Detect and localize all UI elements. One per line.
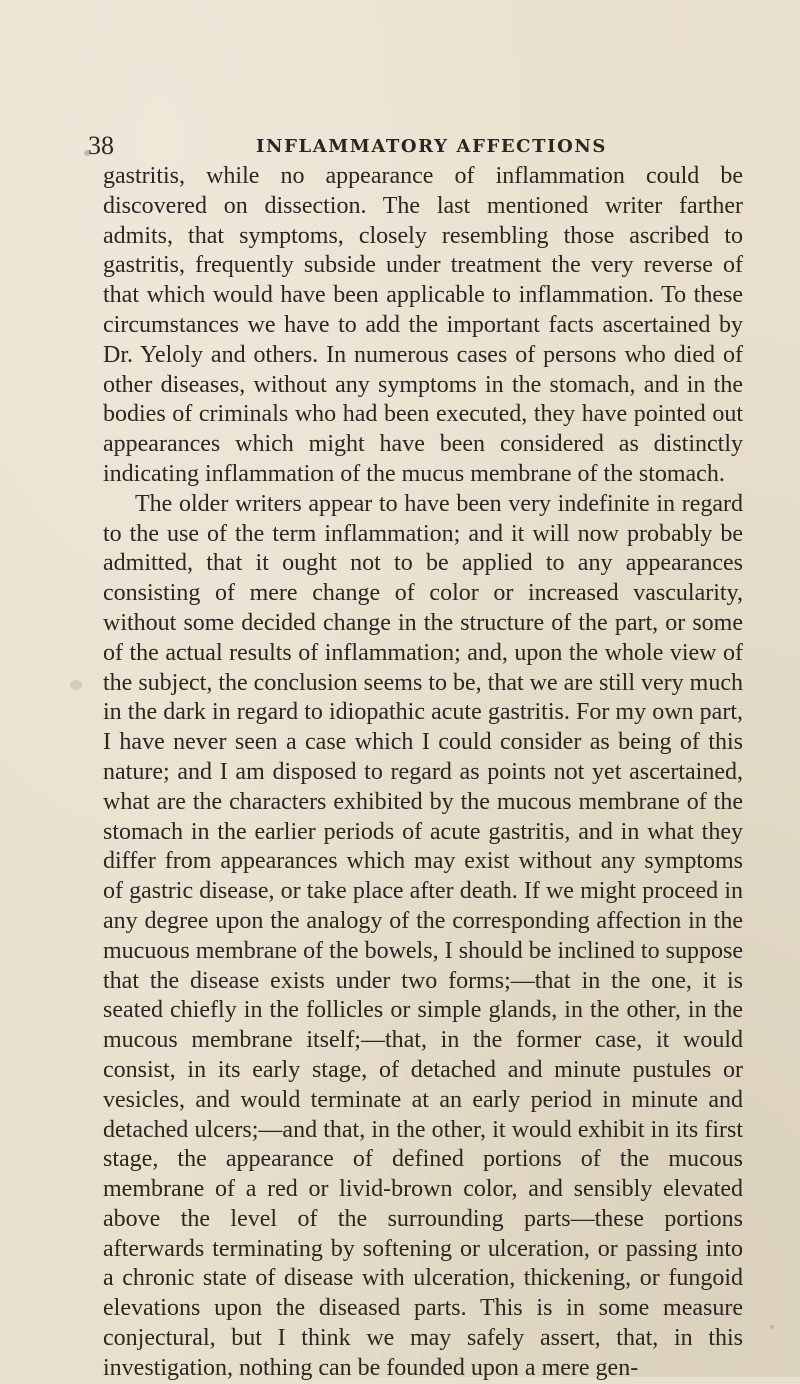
running-head: INFLAMMATORY AFFECTIONS (256, 136, 608, 157)
body-text (103, 162, 743, 1384)
paragraph: The older writers appear to have been very indefinite in regard to the use of the term inflammation; and it will now probably be admitted, that it ought not to be applied to any appearances consisting of mere change of color or increased vascularity, without some decided change in the structure of the part, or some of the actual results of inflammation; and, upon the whole view of the subject, the conclusion seems to be, that we are still very much in the dark in regard to idiopathic acute gastritis. For my own part, I have never seen a case which I could consider as being of this nature; and I am disposed to regard as points not yet ascertained, what are the characters exhibited by the mucous membrane of the stomach in the earlier periods of acute gastritis, and in what they differ from appearances which may exist without any symptoms of gastric disease, or take place after death. If we might proceed in any degree upon the analogy of the corresponding affection in the mucuous membrane of the bowels, I should be inclined to suppose that the disease exists under two forms;—that in the one, it is seated chiefly in the follicles or simple glands, in the other, in the mucous membrane itself;—that, in the former case, it would consist, in its early stage, of detached and minute pustules or vesicles, and would terminate at an early period in minute and detached ulcers;—and that, in the other, it would exhibit in its first stage, the appearance of defined portions of the mucous membrane of a red or livid-brown color, and sensibly elevated above the level of the surrounding parts—these portions afterwards terminating by softening or ulceration, or passing into a chronic state of disease with ulceration, thickening, or fungoid elevations upon the diseased parts. This is in some measure conjectural, but I think we may safely assert, that, in this investigation, nothing can be founded upon a mere gen- (103, 490, 743, 1381)
page-header (88, 132, 728, 160)
paper-speck (84, 150, 91, 156)
paragraph: gastritis, while no appearance of inflammation could be discovered on dissection. The last mentioned writer farther admits, that symptoms, closely resembling those ascribed to gastritis, frequently subside under treatment the very reverse of that which would have been applicable to inflammation. To these circumstances we have to add the important facts ascertained by Dr. Yeloly and others. In numerous cases of persons who died of other diseases, without any symptoms in the stomach, and in the bodies of criminals who had been executed, they have pointed out appearances which might have been considered as distinctly indicating inflammation of the mucus membrane of the stomach. (103, 163, 743, 487)
paper-speck (770, 1325, 774, 1329)
page-number: 38 (88, 131, 114, 160)
paper-speck (70, 680, 82, 690)
